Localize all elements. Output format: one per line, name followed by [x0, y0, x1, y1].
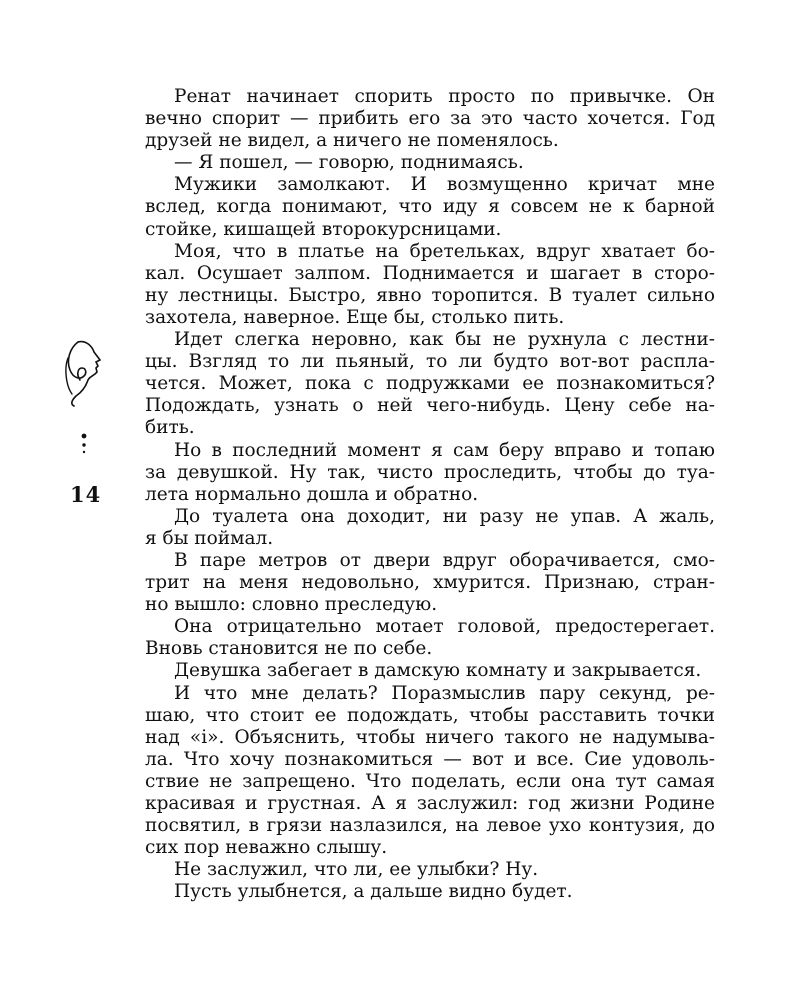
text-line: красивая и грустная. А я заслужил: год жизни Родине: [145, 793, 715, 814]
text-line: посвятил, в грязи назлазился, на левое ухо контузия, до: [145, 815, 715, 837]
text-line: сих пор неважно слышу.: [145, 837, 388, 859]
text-line: вслед, когда понимают, что иду я совсем не к барной: [145, 196, 715, 218]
text-line: ну лестницы. Быстро, явно торопится. В туалет сильно: [145, 284, 715, 306]
text-line: — Я пошел, — говорю, поднимаясь.: [174, 152, 524, 174]
text-line: ла. Что хочу познакомиться — вот и все. Сие удоволь-: [145, 748, 715, 770]
margin-decoration: [56, 330, 116, 505]
text-line: ствие не запрещено. Что поделать, если она тут самая: [145, 770, 715, 792]
text-line: за девушкой. Ну так, чисто проследить, чтобы до туа-: [145, 461, 715, 483]
text-line: Вновь становится не по себе.: [145, 638, 433, 660]
text-line: над «i». Объяснить, чтобы ничего такого не надумыва-: [145, 726, 715, 748]
text-line: но вышло: словно преследую.: [145, 594, 438, 616]
text-line: Но в последний момент я сам беру вправо и топаю: [174, 439, 715, 461]
face-profile-icon: [56, 330, 116, 505]
page-number: 14: [70, 482, 102, 507]
text-line: лета нормально дошла и обратно.: [145, 483, 479, 505]
text-line: Идет слегка неровно, как бы не рухнула с лестни-: [174, 329, 715, 351]
text-line: шаю, что стоит ее подождать, чтобы расставить точки: [145, 704, 715, 726]
text-line: Моя, что в платье на бретельках, вдруг хватает бо-: [174, 240, 715, 262]
text-line: Подождать, узнать о ней чего-нибудь. Цену себе на-: [145, 395, 715, 417]
text-line: цы. Взгляд то ли пьяный, то ли будто вот-вот распла-: [145, 351, 715, 373]
text-line: вечно спорит — прибить его за это часто хочется. Год: [145, 108, 715, 130]
text-line: захотела, наверное. Еще бы, столько пить.: [145, 306, 565, 328]
text-line: друзей не видел, а ничего не поменялось.: [145, 130, 559, 152]
text-line: Не заслужил, что ли, ее улыбки? Ну.: [174, 859, 539, 881]
text-line: бить.: [145, 417, 195, 439]
text-line: Ренат начинает спорить просто по привычке. Он: [174, 86, 715, 107]
text-line: Мужики замолкают. И возмущенно кричат мне: [174, 174, 715, 196]
text-line: трит на меня недовольно, хмурится. Признаю, стран-: [145, 572, 715, 594]
text-line: И что мне делать? Поразмыслив пару секунд, ре-: [174, 682, 715, 704]
text-line: кал. Осушает залпом. Поднимается и шагает в сторо-: [145, 262, 715, 284]
text-line: чется. Может, пока с подружками ее познакомиться?: [145, 373, 715, 395]
body-text: [145, 86, 715, 903]
text-line: В паре метров от двери вдруг оборачивается, смо-: [174, 549, 715, 571]
text-line: я бы поймал.: [145, 527, 274, 549]
text-line: До туалета она доходит, ни разу не упав. А жаль,: [174, 505, 715, 527]
text-line: Девушка забегает в дамскую комнату и закрывается.: [174, 660, 702, 682]
text-line: стойке, кишащей второкурсницами.: [145, 218, 502, 240]
text-line: Пусть улыбнется, а дальше видно будет.: [174, 881, 573, 903]
text-line: Она отрицательно мотает головой, предостерегает.: [174, 616, 715, 638]
